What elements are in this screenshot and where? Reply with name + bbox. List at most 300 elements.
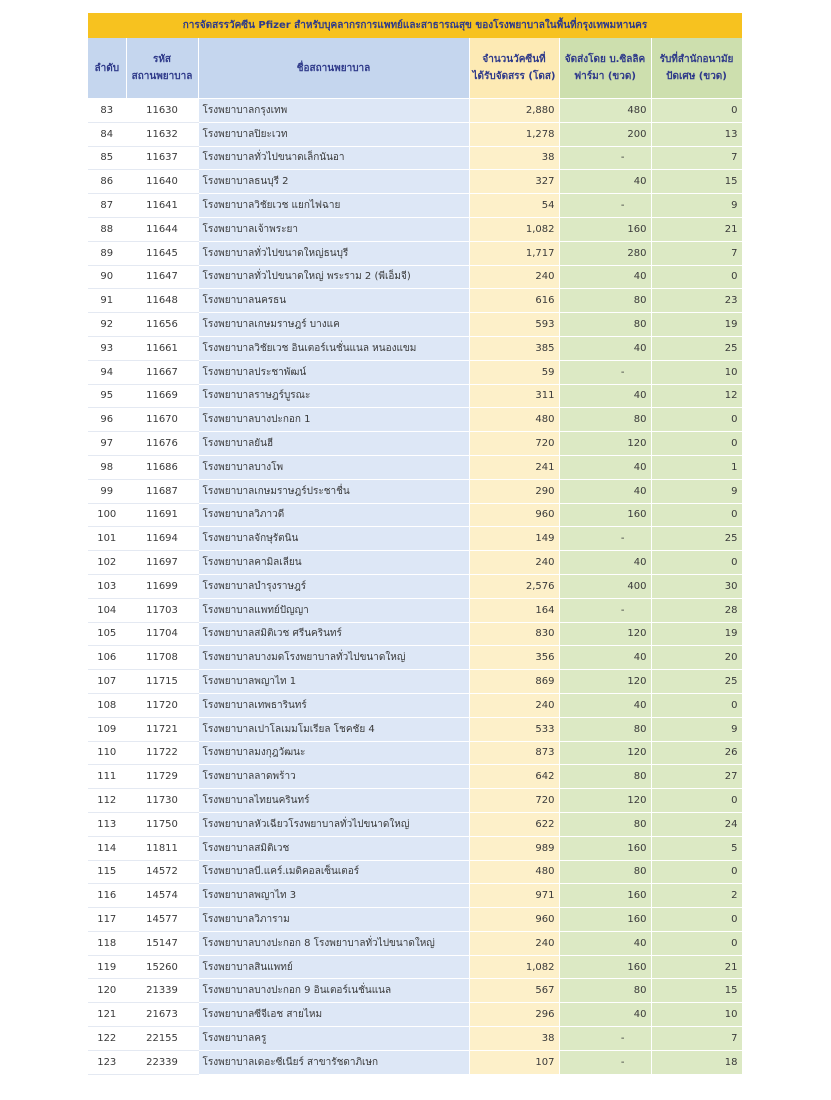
cell-order: 97 <box>88 432 126 456</box>
table-row <box>88 646 742 670</box>
cell-code: 11670 <box>126 408 198 432</box>
cell-hospital-name: โรงพยาบาลครู <box>198 1027 469 1051</box>
cell-code: 21673 <box>126 1003 198 1027</box>
cell-hospital-name: โรงพยาบาลบางปะกอก 9 อินเตอร์เนชั่นแนล <box>198 979 469 1003</box>
cell-order: 107 <box>88 670 126 694</box>
table-row <box>88 884 742 908</box>
cell-received-vials: 9 <box>651 194 742 218</box>
cell-silic-vials: 40 <box>559 479 651 503</box>
cell-order: 103 <box>88 574 126 598</box>
header-code-line2: สถานพยาบาล <box>131 71 193 82</box>
cell-received-vials: 9 <box>651 479 742 503</box>
cell-allocated-doses: 296 <box>469 1003 559 1027</box>
cell-code: 11640 <box>126 170 198 194</box>
cell-allocated-doses: 720 <box>469 789 559 813</box>
cell-allocated-doses: 830 <box>469 622 559 646</box>
cell-allocated-doses: 241 <box>469 455 559 479</box>
cell-silic-vials: 160 <box>559 955 651 979</box>
cell-code: 11641 <box>126 194 198 218</box>
cell-silic-vials: 40 <box>559 1003 651 1027</box>
cell-hospital-name: โรงพยาบาลทั่วไปขนาดใหญ่ พระราม 2 (พีเอ็มจี) <box>198 265 469 289</box>
cell-allocated-doses: 38 <box>469 146 559 170</box>
cell-hospital-name: โรงพยาบาลสมิติเวช <box>198 836 469 860</box>
cell-allocated-doses: 38 <box>469 1027 559 1051</box>
cell-code: 11632 <box>126 122 198 146</box>
cell-allocated-doses: 240 <box>469 693 559 717</box>
cell-received-vials: 30 <box>651 574 742 598</box>
cell-received-vials: 26 <box>651 741 742 765</box>
cell-received-vials: 9 <box>651 717 742 741</box>
cell-code: 14577 <box>126 908 198 932</box>
header-order: ลำดับ <box>88 38 126 99</box>
cell-order: 99 <box>88 479 126 503</box>
cell-code: 11730 <box>126 789 198 813</box>
header-silic-line2: ฟาร์มา (ขวด) <box>574 71 636 82</box>
cell-received-vials: 13 <box>651 122 742 146</box>
cell-order: 95 <box>88 384 126 408</box>
cell-code: 11699 <box>126 574 198 598</box>
cell-received-vials: 25 <box>651 527 742 551</box>
cell-allocated-doses: 149 <box>469 527 559 551</box>
cell-allocated-doses: 1,082 <box>469 217 559 241</box>
cell-hospital-name: โรงพยาบาลบี.แคร์.เมดิคอลเซ็นเตอร์ <box>198 860 469 884</box>
cell-hospital-name: โรงพยาบาลสมิติเวช ศรีนครินทร์ <box>198 622 469 646</box>
cell-hospital-name: โรงพยาบาลวิชัยเวช แยกไฟฉาย <box>198 194 469 218</box>
cell-hospital-name: โรงพยาบาลเทพธารินทร์ <box>198 693 469 717</box>
table-row <box>88 670 742 694</box>
cell-code: 11697 <box>126 551 198 575</box>
table-row <box>88 741 742 765</box>
cell-silic-vials: 80 <box>559 313 651 337</box>
cell-code: 11686 <box>126 455 198 479</box>
cell-silic-vials: - <box>559 527 651 551</box>
cell-received-vials: 7 <box>651 241 742 265</box>
table-row <box>88 455 742 479</box>
cell-order: 105 <box>88 622 126 646</box>
table-row <box>88 99 742 123</box>
allocation-sheet <box>88 13 742 1075</box>
cell-order: 88 <box>88 217 126 241</box>
cell-code: 11656 <box>126 313 198 337</box>
cell-allocated-doses: 720 <box>469 432 559 456</box>
cell-silic-vials: 280 <box>559 241 651 265</box>
table-row <box>88 122 742 146</box>
cell-allocated-doses: 616 <box>469 289 559 313</box>
cell-code: 11645 <box>126 241 198 265</box>
cell-silic-vials: 160 <box>559 217 651 241</box>
cell-order: 98 <box>88 455 126 479</box>
header-received <box>651 38 742 99</box>
cell-silic-vials: 40 <box>559 646 651 670</box>
cell-received-vials: 19 <box>651 313 742 337</box>
table-row <box>88 979 742 1003</box>
cell-code: 11637 <box>126 146 198 170</box>
table-row <box>88 931 742 955</box>
table-row <box>88 432 742 456</box>
cell-allocated-doses: 642 <box>469 765 559 789</box>
cell-hospital-name: โรงพยาบาลราษฎร์บูรณะ <box>198 384 469 408</box>
cell-code: 11648 <box>126 289 198 313</box>
cell-order: 86 <box>88 170 126 194</box>
cell-silic-vials: - <box>559 1050 651 1074</box>
cell-code: 11729 <box>126 765 198 789</box>
cell-silic-vials: 200 <box>559 122 651 146</box>
cell-received-vials: 27 <box>651 765 742 789</box>
cell-silic-vials: 80 <box>559 979 651 1003</box>
cell-received-vials: 0 <box>651 265 742 289</box>
cell-code: 11667 <box>126 360 198 384</box>
cell-silic-vials: 40 <box>559 170 651 194</box>
cell-allocated-doses: 989 <box>469 836 559 860</box>
cell-hospital-name: โรงพยาบาลประชาพัฒน์ <box>198 360 469 384</box>
header-allocated-line1: จำนวนวัคซีนที่ <box>482 54 546 65</box>
cell-received-vials: 18 <box>651 1050 742 1074</box>
cell-received-vials: 24 <box>651 812 742 836</box>
cell-code: 22155 <box>126 1027 198 1051</box>
cell-code: 15260 <box>126 955 198 979</box>
cell-silic-vials: 160 <box>559 908 651 932</box>
cell-hospital-name: โรงพยาบาลเจ้าพระยา <box>198 217 469 241</box>
cell-allocated-doses: 480 <box>469 860 559 884</box>
table-row <box>88 289 742 313</box>
cell-order: 119 <box>88 955 126 979</box>
cell-allocated-doses: 971 <box>469 884 559 908</box>
cell-hospital-name: โรงพยาบาลบำรุงราษฎร์ <box>198 574 469 598</box>
table-row <box>88 908 742 932</box>
cell-hospital-name: โรงพยาบาลมงกุฎวัฒนะ <box>198 741 469 765</box>
cell-silic-vials: 80 <box>559 408 651 432</box>
header-silic-line1: จัดส่งโดย บ.ซิลลิค <box>564 54 646 65</box>
cell-allocated-doses: 593 <box>469 313 559 337</box>
cell-code: 11661 <box>126 336 198 360</box>
cell-code: 11676 <box>126 432 198 456</box>
cell-order: 84 <box>88 122 126 146</box>
cell-received-vials: 15 <box>651 979 742 1003</box>
cell-code: 22339 <box>126 1050 198 1074</box>
cell-hospital-name: โรงพยาบาลทั่วไปขนาดเล็กนันอา <box>198 146 469 170</box>
cell-code: 21339 <box>126 979 198 1003</box>
cell-silic-vials: 40 <box>559 455 651 479</box>
cell-silic-vials: 160 <box>559 503 651 527</box>
cell-order: 110 <box>88 741 126 765</box>
table-row <box>88 765 742 789</box>
table-row <box>88 313 742 337</box>
cell-received-vials: 5 <box>651 836 742 860</box>
cell-order: 106 <box>88 646 126 670</box>
table-row <box>88 146 742 170</box>
cell-allocated-doses: 1,278 <box>469 122 559 146</box>
cell-received-vials: 0 <box>651 908 742 932</box>
cell-received-vials: 12 <box>651 384 742 408</box>
table-row <box>88 265 742 289</box>
cell-allocated-doses: 622 <box>469 812 559 836</box>
cell-hospital-name: โรงพยาบาลพญาไท 3 <box>198 884 469 908</box>
cell-received-vials: 10 <box>651 1003 742 1027</box>
cell-order: 96 <box>88 408 126 432</box>
cell-code: 15147 <box>126 931 198 955</box>
cell-silic-vials: 80 <box>559 289 651 313</box>
cell-silic-vials: - <box>559 1027 651 1051</box>
table-row <box>88 955 742 979</box>
cell-code: 11715 <box>126 670 198 694</box>
cell-silic-vials: 120 <box>559 432 651 456</box>
cell-order: 114 <box>88 836 126 860</box>
cell-silic-vials: - <box>559 194 651 218</box>
header-silic <box>559 38 651 99</box>
cell-order: 123 <box>88 1050 126 1074</box>
cell-order: 108 <box>88 693 126 717</box>
cell-silic-vials: 80 <box>559 812 651 836</box>
header-name: ชื่อสถานพยาบาล <box>198 38 469 99</box>
cell-allocated-doses: 960 <box>469 908 559 932</box>
table-row <box>88 336 742 360</box>
cell-received-vials: 0 <box>651 693 742 717</box>
table-row <box>88 574 742 598</box>
cell-received-vials: 21 <box>651 955 742 979</box>
cell-silic-vials: 120 <box>559 670 651 694</box>
cell-allocated-doses: 240 <box>469 265 559 289</box>
cell-allocated-doses: 356 <box>469 646 559 670</box>
table-row <box>88 836 742 860</box>
cell-received-vials: 0 <box>651 503 742 527</box>
cell-code: 11720 <box>126 693 198 717</box>
table-row <box>88 860 742 884</box>
cell-allocated-doses: 869 <box>469 670 559 694</box>
cell-order: 100 <box>88 503 126 527</box>
cell-code: 14572 <box>126 860 198 884</box>
cell-code: 11703 <box>126 598 198 622</box>
cell-allocated-doses: 960 <box>469 503 559 527</box>
cell-silic-vials: 120 <box>559 622 651 646</box>
cell-received-vials: 1 <box>651 455 742 479</box>
cell-hospital-name: โรงพยาบาลเกษมราษฎร์ บางแค <box>198 313 469 337</box>
header-code-line1: รหัส <box>152 54 172 65</box>
cell-hospital-name: โรงพยาบาลเดอะซีเนียร์ สาขารัชดาภิเษก <box>198 1050 469 1074</box>
cell-hospital-name: โรงพยาบาลบางปะกอก 1 <box>198 408 469 432</box>
table-row <box>88 384 742 408</box>
table-row <box>88 194 742 218</box>
cell-received-vials: 21 <box>651 217 742 241</box>
table-row <box>88 241 742 265</box>
cell-silic-vials: 40 <box>559 693 651 717</box>
cell-hospital-name: โรงพยาบาลเปาโลเมมโมเรียล โชคชัย 4 <box>198 717 469 741</box>
cell-allocated-doses: 2,880 <box>469 99 559 123</box>
allocation-table <box>88 38 743 1075</box>
table-row <box>88 551 742 575</box>
header-row <box>88 38 742 99</box>
cell-silic-vials: 80 <box>559 860 651 884</box>
cell-received-vials: 0 <box>651 931 742 955</box>
cell-order: 112 <box>88 789 126 813</box>
cell-code: 11687 <box>126 479 198 503</box>
cell-order: 90 <box>88 265 126 289</box>
cell-order: 109 <box>88 717 126 741</box>
table-row <box>88 527 742 551</box>
cell-received-vials: 7 <box>651 1027 742 1051</box>
cell-silic-vials: 160 <box>559 884 651 908</box>
cell-order: 121 <box>88 1003 126 1027</box>
cell-silic-vials: 40 <box>559 384 651 408</box>
cell-order: 115 <box>88 860 126 884</box>
cell-order: 94 <box>88 360 126 384</box>
header-received-line2: ปัดเศษ (ขวด) <box>666 71 727 82</box>
header-allocated-line2: ได้รับจัดสรร (โดส) <box>472 71 556 82</box>
cell-hospital-name: โรงพยาบาลวิชัยเวช อินเตอร์เนชั่นแนล หนองแขม <box>198 336 469 360</box>
table-row <box>88 1027 742 1051</box>
header-received-line1: รับที่สำนักอนามัย <box>659 54 734 65</box>
table-row <box>88 622 742 646</box>
table-row <box>88 812 742 836</box>
cell-silic-vials: - <box>559 598 651 622</box>
cell-code: 14574 <box>126 884 198 908</box>
cell-code: 11669 <box>126 384 198 408</box>
cell-allocated-doses: 480 <box>469 408 559 432</box>
cell-order: 104 <box>88 598 126 622</box>
cell-hospital-name: โรงพยาบาลจักษุรัตนิน <box>198 527 469 551</box>
cell-hospital-name: โรงพยาบาลเกษมราษฎร์ประชาชื่น <box>198 479 469 503</box>
cell-code: 11708 <box>126 646 198 670</box>
cell-hospital-name: โรงพยาบาลยันฮี <box>198 432 469 456</box>
table-row <box>88 360 742 384</box>
cell-order: 101 <box>88 527 126 551</box>
cell-hospital-name: โรงพยาบาลวิภาราม <box>198 908 469 932</box>
table-row <box>88 408 742 432</box>
cell-silic-vials: 120 <box>559 789 651 813</box>
cell-received-vials: 20 <box>651 646 742 670</box>
cell-silic-vials: 80 <box>559 765 651 789</box>
cell-allocated-doses: 59 <box>469 360 559 384</box>
cell-received-vials: 0 <box>651 789 742 813</box>
cell-order: 111 <box>88 765 126 789</box>
cell-hospital-name: โรงพยาบาลนครธน <box>198 289 469 313</box>
cell-hospital-name: โรงพยาบาลพญาไท 1 <box>198 670 469 694</box>
table-row <box>88 789 742 813</box>
header-allocated <box>469 38 559 99</box>
cell-received-vials: 19 <box>651 622 742 646</box>
cell-allocated-doses: 385 <box>469 336 559 360</box>
cell-silic-vials: 40 <box>559 265 651 289</box>
cell-allocated-doses: 873 <box>469 741 559 765</box>
table-row <box>88 217 742 241</box>
cell-received-vials: 23 <box>651 289 742 313</box>
cell-allocated-doses: 240 <box>469 551 559 575</box>
cell-code: 11704 <box>126 622 198 646</box>
cell-silic-vials: - <box>559 146 651 170</box>
cell-order: 122 <box>88 1027 126 1051</box>
cell-allocated-doses: 311 <box>469 384 559 408</box>
cell-order: 89 <box>88 241 126 265</box>
cell-order: 120 <box>88 979 126 1003</box>
cell-allocated-doses: 1,717 <box>469 241 559 265</box>
cell-hospital-name: โรงพยาบาลบางโพ <box>198 455 469 479</box>
cell-hospital-name: โรงพยาบาลกรุงเทพ <box>198 99 469 123</box>
cell-silic-vials: 40 <box>559 931 651 955</box>
cell-code: 11630 <box>126 99 198 123</box>
cell-received-vials: 2 <box>651 884 742 908</box>
cell-hospital-name: โรงพยาบาลธนบุรี 2 <box>198 170 469 194</box>
table-row <box>88 479 742 503</box>
cell-silic-vials: 480 <box>559 99 651 123</box>
cell-received-vials: 15 <box>651 170 742 194</box>
cell-order: 93 <box>88 336 126 360</box>
table-row <box>88 1050 742 1074</box>
cell-received-vials: 0 <box>651 99 742 123</box>
cell-allocated-doses: 2,576 <box>469 574 559 598</box>
header-code <box>126 38 198 99</box>
cell-allocated-doses: 290 <box>469 479 559 503</box>
cell-hospital-name: โรงพยาบาลปิยะเวท <box>198 122 469 146</box>
cell-code: 11721 <box>126 717 198 741</box>
cell-received-vials: 0 <box>651 860 742 884</box>
cell-received-vials: 25 <box>651 670 742 694</box>
cell-silic-vials: - <box>559 360 651 384</box>
table-row <box>88 717 742 741</box>
cell-hospital-name: โรงพยาบาลบางมดโรงพยาบาลทั่วไปขนาดใหญ่ <box>198 646 469 670</box>
table-body <box>88 99 742 1075</box>
cell-received-vials: 0 <box>651 551 742 575</box>
cell-allocated-doses: 1,082 <box>469 955 559 979</box>
cell-order: 83 <box>88 99 126 123</box>
cell-received-vials: 10 <box>651 360 742 384</box>
cell-order: 92 <box>88 313 126 337</box>
cell-order: 91 <box>88 289 126 313</box>
cell-silic-vials: 80 <box>559 717 651 741</box>
cell-silic-vials: 40 <box>559 551 651 575</box>
cell-silic-vials: 160 <box>559 836 651 860</box>
cell-order: 113 <box>88 812 126 836</box>
cell-code: 11644 <box>126 217 198 241</box>
cell-received-vials: 25 <box>651 336 742 360</box>
cell-code: 11811 <box>126 836 198 860</box>
cell-order: 85 <box>88 146 126 170</box>
cell-order: 118 <box>88 931 126 955</box>
cell-order: 87 <box>88 194 126 218</box>
table-row <box>88 503 742 527</box>
table-row <box>88 693 742 717</box>
cell-order: 116 <box>88 884 126 908</box>
cell-code: 11750 <box>126 812 198 836</box>
cell-hospital-name: โรงพยาบาลแพทย์ปัญญา <box>198 598 469 622</box>
cell-hospital-name: โรงพยาบาลซีจีเอช สายไหม <box>198 1003 469 1027</box>
cell-hospital-name: โรงพยาบาลวิภาวดี <box>198 503 469 527</box>
cell-hospital-name: โรงพยาบาลคามิลเลียน <box>198 551 469 575</box>
cell-code: 11691 <box>126 503 198 527</box>
cell-allocated-doses: 164 <box>469 598 559 622</box>
sheet-title: การจัดสรรวัคซีน Pfizer สำหรับบุคลากรการแพทย์และสาธารณสุข ของโรงพยาบาลในพื้นที่กรุงเทพมหานคร <box>88 13 742 38</box>
cell-allocated-doses: 240 <box>469 931 559 955</box>
cell-hospital-name: โรงพยาบาลสินแพทย์ <box>198 955 469 979</box>
table-row <box>88 598 742 622</box>
cell-hospital-name: โรงพยาบาลลาดพร้าว <box>198 765 469 789</box>
cell-received-vials: 0 <box>651 432 742 456</box>
cell-allocated-doses: 107 <box>469 1050 559 1074</box>
cell-allocated-doses: 567 <box>469 979 559 1003</box>
cell-received-vials: 28 <box>651 598 742 622</box>
cell-silic-vials: 120 <box>559 741 651 765</box>
cell-hospital-name: โรงพยาบาลทั่วไปขนาดใหญ่ธนบุรี <box>198 241 469 265</box>
cell-order: 102 <box>88 551 126 575</box>
cell-hospital-name: โรงพยาบาลไทยนครินทร์ <box>198 789 469 813</box>
cell-received-vials: 0 <box>651 408 742 432</box>
cell-code: 11647 <box>126 265 198 289</box>
cell-code: 11694 <box>126 527 198 551</box>
table-row <box>88 1003 742 1027</box>
cell-order: 117 <box>88 908 126 932</box>
cell-hospital-name: โรงพยาบาลบางปะกอก 8 โรงพยาบาลทั่วไปขนาดใหญ่ <box>198 931 469 955</box>
cell-hospital-name: โรงพยาบาลหัวเฉียวโรงพยาบาลทั่วไปขนาดใหญ่ <box>198 812 469 836</box>
cell-allocated-doses: 327 <box>469 170 559 194</box>
cell-allocated-doses: 533 <box>469 717 559 741</box>
